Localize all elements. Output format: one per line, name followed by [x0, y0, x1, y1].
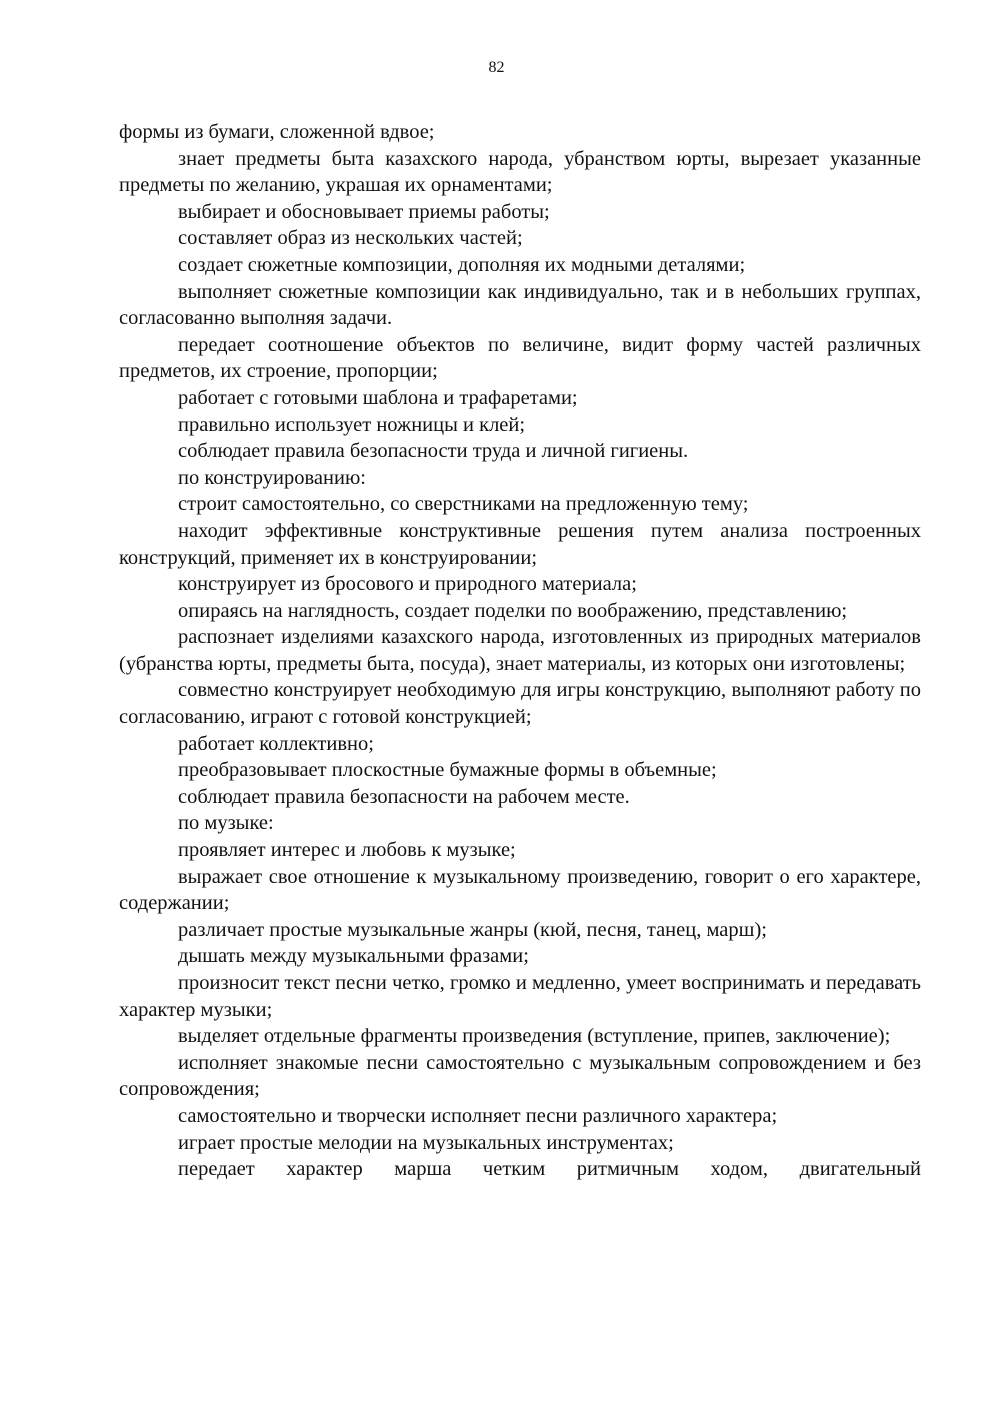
document-body: [119, 119, 921, 1183]
paragraph: совместно конструирует необходимую для игры конструкцию, выполняют работу по согласованию, играют с готовой конструкцией;: [119, 679, 921, 729]
paragraph: играет простые мелодии на музыкальных инструментах;: [178, 1131, 674, 1154]
paragraph: знает предметы быта казахского народа, убранством юрты, вырезает указанные предметы по желанию, украшая их орнаментами;: [119, 147, 921, 197]
paragraph: выделяет отдельные фрагменты произведения (вступление, припев, заключение);: [178, 1025, 891, 1048]
paragraph: работает коллективно;: [178, 732, 374, 755]
paragraph: по конструированию:: [178, 466, 366, 489]
paragraph: находит эффективные конструктивные решения путем анализа построенных конструкций, применяет их в конструировании;: [119, 519, 921, 569]
paragraph: выбирает и обосновывает приемы работы;: [178, 200, 550, 223]
paragraph: формы из бумаги, сложенной вдвое;: [119, 121, 435, 143]
paragraph: правильно использует ножницы и клей;: [178, 413, 526, 436]
paragraph: соблюдает правила безопасности труда и личной гигиены.: [178, 440, 689, 463]
paragraph: дышать между музыкальными фразами;: [178, 945, 529, 968]
paragraph: конструирует из бросового и природного материала;: [178, 573, 637, 596]
paragraph: различает простые музыкальные жанры (кюй, песня, танец, марш);: [178, 918, 767, 941]
paragraph: выражает свое отношение к музыкальному произведению, говорит о его характере, содержании;: [119, 865, 921, 915]
paragraph: по музыке:: [178, 812, 274, 835]
paragraph: создает сюжетные композиции, дополняя их модными деталями;: [178, 253, 746, 276]
paragraph: опираясь на наглядность, создает поделки по воображению, представлению;: [178, 599, 848, 622]
paragraph: работает с готовыми шаблона и трафаретами;: [178, 386, 578, 409]
paragraph: передает характер марша четким ритмичным ходом, двигательный: [178, 1158, 921, 1181]
paragraph: исполняет знакомые песни самостоятельно с музыкальным сопровождением и без сопровождения;: [119, 1051, 921, 1101]
paragraph: выполняет сюжетные композиции как индивидуально, так и в небольших группах, согласованно выполняя задачи.: [119, 280, 921, 330]
paragraph: распознает изделиями казахского народа, изготовленных из природных материалов (убранства юрты, предметы быта, посуда), знает материалы, из которых они изготовлены;: [119, 626, 921, 675]
paragraph: проявляет интерес и любовь к музыке;: [178, 839, 516, 862]
paragraph: соблюдает правила безопасности на рабочем месте.: [178, 785, 630, 808]
paragraph: передает соотношение объектов по величине, видит форму частей различных предметов, их строение, пропорции;: [119, 333, 921, 383]
paragraph: строит самостоятельно, со сверстниками на предложенную тему;: [178, 493, 749, 516]
paragraph: преобразовывает плоскостные бумажные формы в объемные;: [178, 759, 717, 782]
page-number: 82: [488, 59, 505, 76]
paragraph: самостоятельно и творчески исполняет песни различного характера;: [178, 1104, 778, 1127]
paragraph: составляет образ из нескольких частей;: [178, 227, 523, 250]
paragraph: произносит текст песни четко, громко и медленно, умеет воспринимать и передавать характер музыки;: [119, 972, 921, 1021]
